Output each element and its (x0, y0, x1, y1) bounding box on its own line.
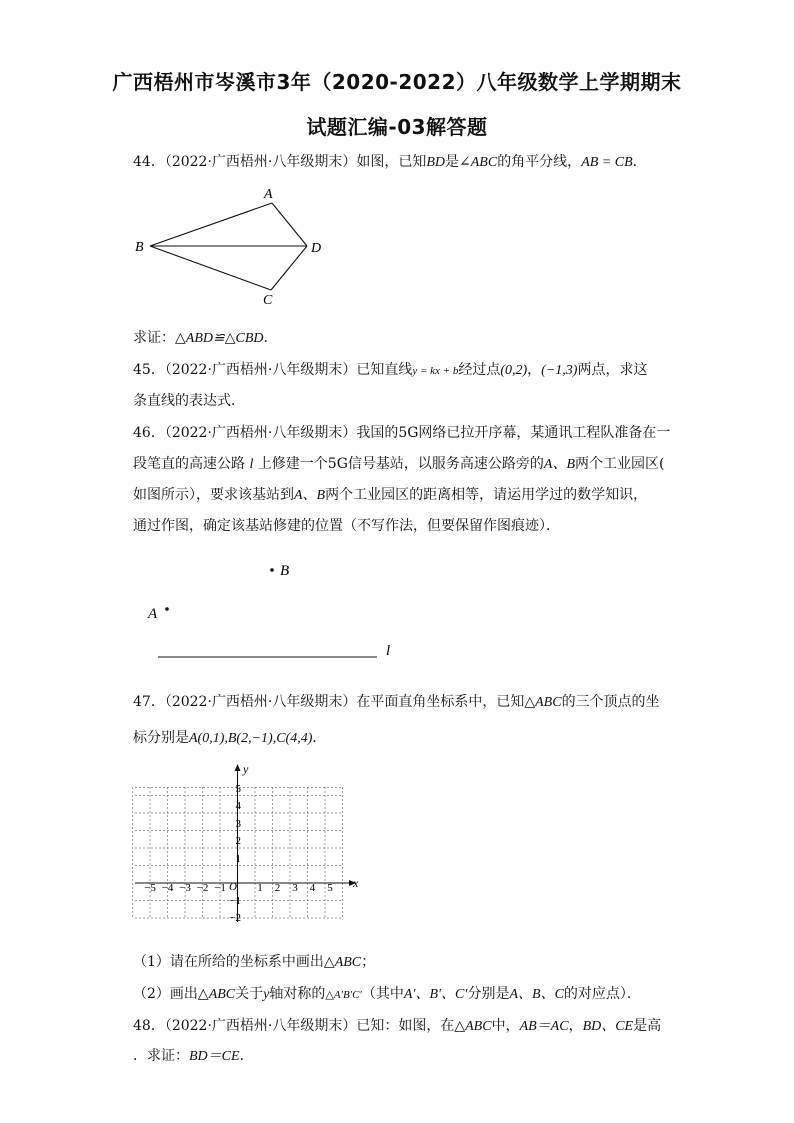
x-tick: 3 (292, 882, 298, 894)
q45-statement-line1: 45．（2022·广西梧州·八年级期末）已知直线y = kx + b经过点(0,2)，(−1,3)两点，求这 (133, 362, 648, 378)
q44-prove: 求证：△ABD≌△CBD． (133, 330, 278, 346)
label-a: A (264, 187, 273, 202)
q44-statement: 44．（2022·广西梧州·八年级期末）如图，已知BD是∠ABC的角平分线，AB = CB． (133, 154, 647, 170)
q47-line2: 标分别是A(0,1),B(2,−1),C(4,4)． (133, 730, 327, 746)
y-tick: 3 (235, 818, 241, 830)
segment-cd (271, 246, 307, 290)
segment-ad (272, 203, 307, 246)
label-a: A (148, 606, 158, 622)
x-tick: 2 (274, 882, 281, 894)
y-tick: 5 (235, 783, 241, 795)
segment-bc (150, 246, 271, 290)
point-a (165, 607, 169, 611)
point-b (270, 568, 274, 572)
y-tick: 4 (235, 800, 241, 812)
label-b: B (280, 563, 290, 579)
q46-line4: 通过作图，确定该基站修建的位置（不写作法，但要保留作图痕迹）． (133, 518, 560, 534)
q47-line1: 47．（2022·广西梧州·八年级期末）在平面直角坐标系中，已知△ABC的三个顶点的坐 (133, 694, 660, 710)
label-d: D (311, 241, 322, 256)
page-title-line1: 广西梧州市岑溪市3年（2020-2022）八年级数学上学期期末 (112, 70, 682, 94)
segment-ba (150, 203, 272, 246)
q45-statement-line2: 条直线的表达式． (133, 393, 245, 409)
q46-line2: 段笔直的高速公路 l 上修建一个5G信号基站，以服务高速公路旁的A、B两个工业园区( (133, 456, 665, 472)
coordinate-grid (130, 760, 370, 930)
x-tick: −2 (196, 882, 209, 894)
q47-part1: （1）请在所给的坐标系中画出△ABC； (133, 954, 376, 970)
page-title-line2: 试题汇编-03解答题 (306, 115, 488, 139)
y-tick: −2 (229, 912, 241, 924)
label-c: C (263, 293, 273, 308)
label-b: B (135, 240, 144, 255)
label-l: l (386, 643, 391, 659)
q44-figure (130, 182, 340, 310)
q46-line1: 46．（2022·广西梧州·八年级期末）我国的5G网络已拉开序幕，某通讯工程队准备在一 (133, 425, 671, 441)
x-tick: −5 (144, 882, 156, 894)
x-tick: −1 (214, 882, 226, 894)
x-tick: −4 (161, 882, 174, 894)
x-tick: 1 (257, 882, 263, 894)
y-axis-label: y (243, 762, 249, 776)
q46-line3: 如图所示），要求该基站到A、B两个工业园区的距离相等，请运用学过的数学知识， (133, 487, 648, 503)
q46-figure (140, 556, 410, 666)
x-axis-label: x (353, 876, 359, 890)
q47-part2: （2）画出△ABC关于y轴对称的△A′B′C′（其中A′、B′、C′分别是A、B、C的对应点）． (133, 986, 641, 1002)
x-tick: −3 (179, 882, 191, 894)
x-tick: 4 (309, 882, 316, 894)
y-tick: 1 (235, 853, 241, 865)
q48-line1: 48．（2022·广西梧州·八年级期末）已知：如图，在△ABC中，AB＝AC，BD、CE是高 (133, 1018, 662, 1034)
y-tick: 2 (235, 835, 241, 847)
q48-line2: ．求证：BD＝CE． (133, 1048, 254, 1064)
y-tick: −1 (229, 895, 241, 907)
x-tick: 5 (327, 882, 333, 894)
y-axis-arrow (235, 764, 241, 771)
origin-label: O (229, 881, 237, 893)
